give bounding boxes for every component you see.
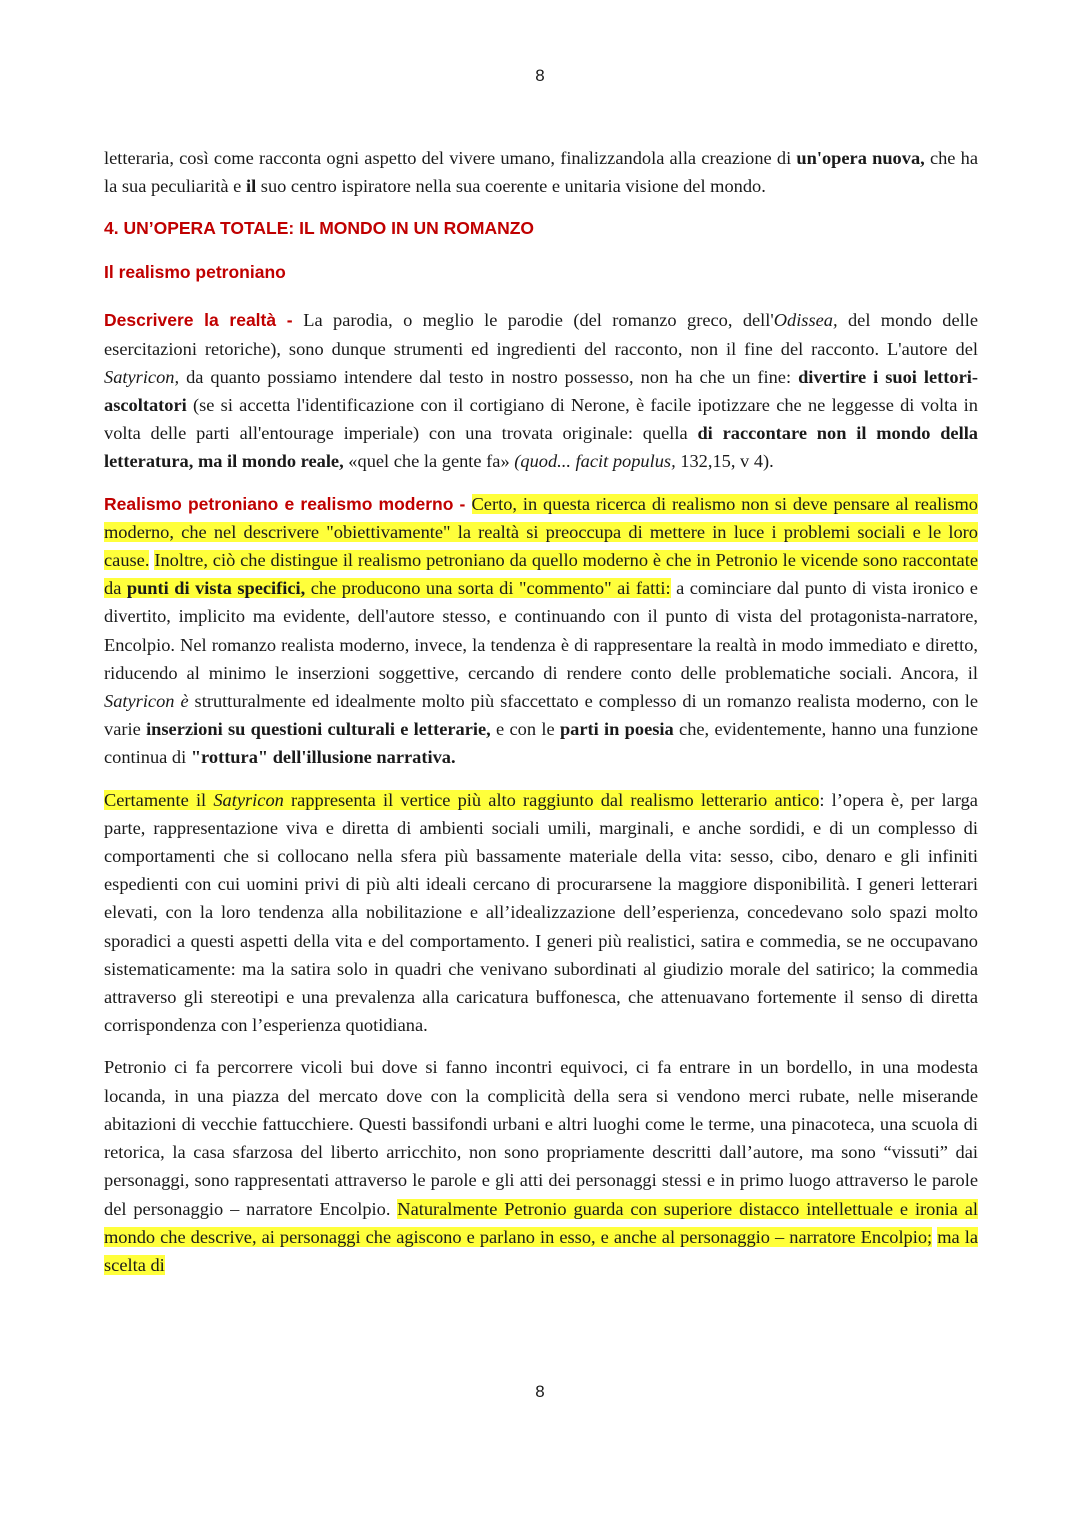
italic-text: Odissea, [773, 310, 838, 331]
text-run: che ha la sua peculiarità e [104, 148, 979, 197]
run-in-heading: Descrivere la realtà - [104, 310, 304, 331]
bold-text: "rottura" dell'illusione narrativa. [190, 747, 456, 768]
paragraph-describe-reality [104, 306, 978, 475]
text-run: rappresenta il vertice più alto raggiunto dal realismo letterario antico [283, 789, 820, 810]
text-run: strutturalmente ed idealmente molto più sfaccettato e complesso di un romanzo realista moderno, con le varie [104, 691, 978, 740]
paragraph-realism-comparison [104, 490, 978, 772]
italic-text: Satyricon [104, 691, 175, 712]
text-run: suo centro ispiratore nella sua coerente e unitaria visione del mondo. [256, 176, 766, 197]
text-run: : l’opera è, per larga parte, rappresentazione viva e diretta di ambienti sociali umili, marginali, e anche sordidi, e di un complesso di comportamenti che si collocano nella sfera più bassamente materiale della vita: sesso, cibo, denaro e gli infiniti espedienti con cui uomini privi di più alti ideali cercano di procurarsene la maggiore disponibilità. I generi letterari elevati, con la loro tendenza alla nobilitazione e all’idealizzazione dell’esperienza, concedevano solo spazi molto sporadici a questi aspetti della vita e del comportamento. I generi più realistici, satira e commedia, se ne occupavano sistematicamente: ma la satira solo in quadri che venivano subordinati al giudizio morale del satirico; la commedia attraverso gli stereotipi e una prevalenza alla caricatura buffonesca, che attenuavano fortemente il senso di diretta corrispondenza con l’esperienza quotidiana. [104, 789, 978, 1036]
text-run: del mondo delle esercitazioni retoriche), sono dunque strumenti ed ingredienti del racconto, non il fine del racconto. L'autore del [104, 310, 979, 359]
italic-text: Satyricon [213, 789, 284, 810]
text-run: (se si accetta l'identificazione con il cortigiano di Nerone, è facile ipotizzare che ne leggesse di volta in volta delle parti all'entourage imperiale) con una trovata originale: quella [104, 395, 978, 444]
text-run: Inoltre, ciò che distingue il realismo petroniano da quello moderno è che in Petronio le vicende sono raccontate da [104, 550, 978, 599]
page-number-top: 8 [535, 66, 545, 85]
highlighted-text [104, 790, 819, 810]
bold-text: parti in poesia [559, 719, 674, 740]
text-run: 132,15, v 4). [675, 451, 774, 472]
italic-text: Satyricon, [104, 366, 180, 387]
text-run: Petronio ci fa percorrere vicoli bui dove si fanno incontri equivoci, ci fa entrare in un bordello, in una modesta locanda, in una piazza del mercato dove con la complicità della sera si vendono merci rubate, nelle miserande abitazioni di vecchie fattucchiere. Questi bassifondi urbani e altri luoghi come le terme, una pinacoteca, una scuola di retorica, la casa sfarzosa del liberto arricchito, non sono propriamente descritti dall’autore, ma sono “vissuti” dai personaggi, sono rappresentati attraverso le parole e gli atti dei personaggi stessi e in primo luogo attraverso le parole del personaggio – narratore Encolpio. [104, 1057, 978, 1219]
page-content [104, 144, 978, 1279]
text-run: e con le [490, 719, 560, 740]
run-in-heading: Realismo petroniano e realismo moderno - [104, 493, 472, 514]
paragraph-petronio-places [104, 1053, 978, 1279]
paragraph-satyricon-vertex [104, 786, 978, 1040]
subsection-title: Il realismo petroniano [104, 262, 286, 283]
italic-text: è [180, 691, 189, 712]
text-run: che producono una sorta di "commento" ai fatti: [305, 578, 671, 599]
text-run: a cominciare dal punto di vista ironico e divertito, implicito ma evidente, dell'autore stesso, e continuando con il punto di vista del protagonista-narratore, Encolpio. Nel romanzo realista moderno, invece, la tendenza è di rappresentare la realtà in modo immediato e diretto, riducendo al minimo le inserzioni soggettive, cercando di rendere conto delle problematiche sociali. Ancora, il [104, 578, 978, 683]
bold-text: di raccontare non il mondo della letteratura, ma il mondo reale, [104, 423, 978, 472]
text-run: che, evidentemente, hanno una funzione continua di [104, 719, 978, 768]
paragraph-continuation [104, 144, 978, 200]
text-run: da quanto possiamo intendere dal testo in nostro possesso, non ha che un fine: [179, 366, 799, 387]
bold-text: un'opera nuova, [796, 148, 925, 168]
italic-text: (quod... facit populus, [514, 451, 676, 472]
text-run: «quel che la gente fa» [343, 451, 515, 472]
bold-text: il [245, 176, 257, 197]
bold-text: inserzioni su questioni culturali e letterarie, [146, 719, 491, 740]
highlighted-text: Certo, in questa ricerca di realismo non si deve pensare al realismo moderno, che nel descrivere "obiettivamente" la realtà si preoccupa di mettere in luce i problemi sociali e le loro cause. [104, 493, 978, 571]
highlighted-text: ma la scelta di [104, 1226, 978, 1275]
bold-text: punti di vista specifici, [126, 578, 306, 599]
text-run: letteraria, così come racconta ogni aspetto del vivere umano, finalizzandola alla creazione di [104, 148, 797, 168]
highlighted-text: Naturalmente Petronio guarda con superiore distacco intellettuale e ironia al mondo che descrive, ai personaggi che agiscono e parlano in esso, e anche al personaggio – narratore Encolpio; [104, 1198, 978, 1247]
text-run: La parodia, o meglio le parodie (del romanzo greco, dell' [303, 310, 774, 331]
bold-text: divertire i suoi lettori-ascoltatori [104, 366, 978, 416]
page-number-bottom: 8 [535, 1382, 545, 1401]
text-run: Certamente il [104, 789, 214, 810]
section-title: 4. UN’OPERA TOTALE: IL MONDO IN UN ROMANZO [104, 218, 535, 239]
